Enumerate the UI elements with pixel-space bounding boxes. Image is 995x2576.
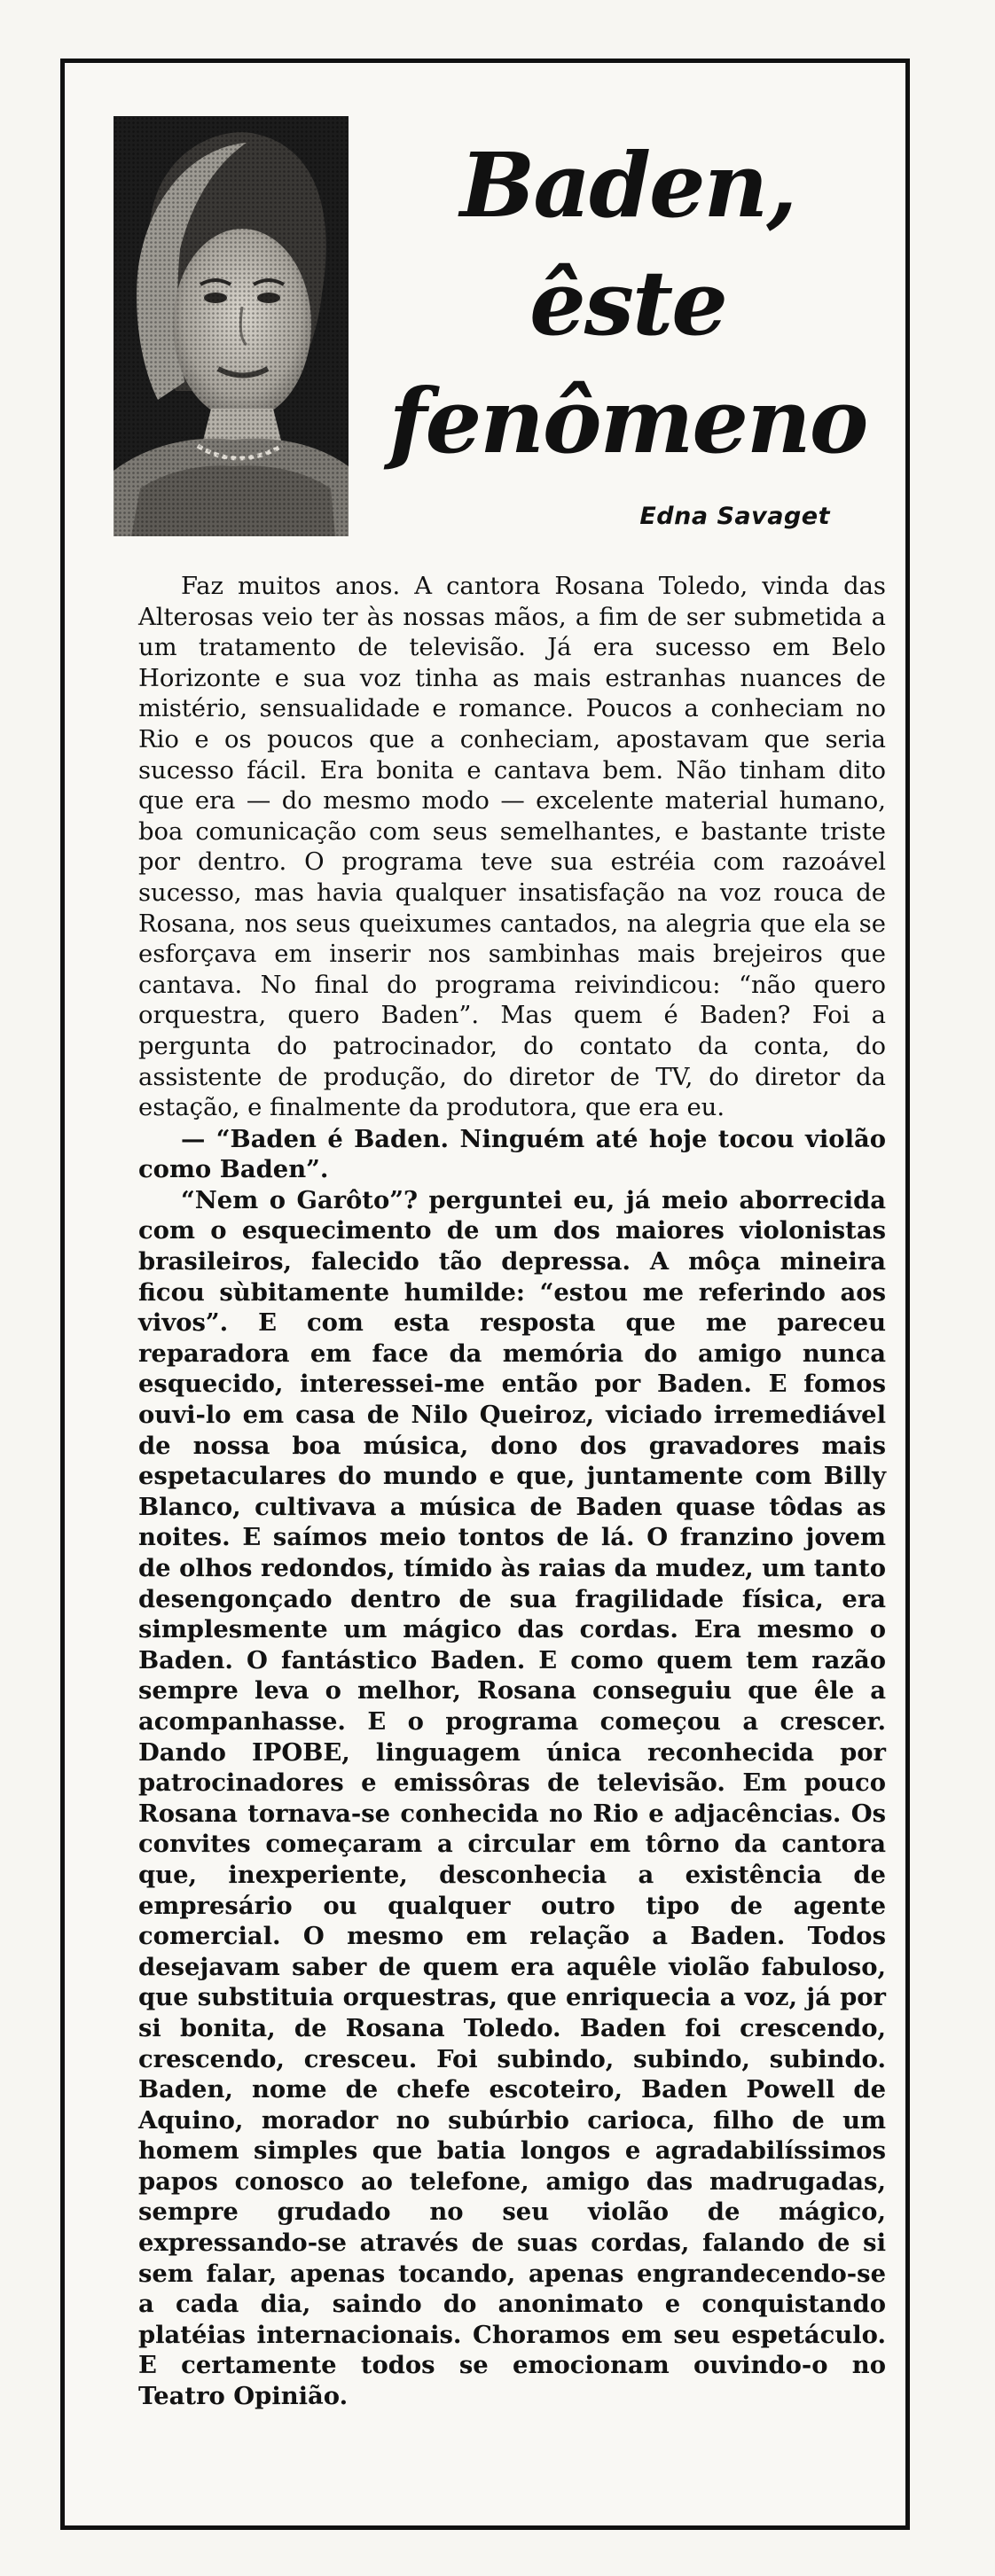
article-paragraph-3: “Nem o Garôto”? perguntei eu, já meio aborrecida com o esquecimento de um dos maiores violonistas brasileiros, falecido tão depressa. A môça mineira ficou sùbitamente humilde: “estou me referindo aos vivos”. E com esta resposta que me pareceu reparadora em face da memória do amigo nunca esquecido, interessei-me então por Baden. E fomos ouvi-lo em casa de Nilo Queiroz, viciado irremediável de nossa boa música, dono dos gravadores mais espetaculares do mundo e que, juntamente com Billy Blanco, cultivava a música de Baden quase tôdas as noites. E saímos meio tontos de lá. O franzino jovem de olhos redondos, tímido às raias da mudez, um tanto desengonçado dentro de sua fragilidade física, era simplesmente um mágico das cordas. Era mesmo o Baden. O fantástico Baden. E como quem tem razão sempre leva o melhor, Rosana conseguiu que êle a acompanhasse. E o programa começou a crescer. Dando IPOBE, linguagem única reconhecida por patrocinadores e emissôras de televisão. Em pouco Rosana tornava-se conhecida no Rio e adjacências. Os convites começaram a circular em tôrno da cantora que, inexperiente, desconhecia a existência de empresário ou qualquer outro tipo de agente comercial. O mesmo em relação a Baden. Todos desejavam saber de quem era aquêle violão fabuloso, que substituia orquestras, que enriquecia a voz, já por si bonita, de Rosana Toledo. Baden foi crescendo, crescendo, cresceu. Foi subindo, subindo, subindo. Baden, nome de chefe escoteiro, Baden Powell de Aquino, morador no subúrbio carioca, filho de um homem simples que batia longos e agradabilíssimos papos conosco ao telefone, amigo das madrugadas, sempre grudado no seu violão de mágico, expressando-se através de suas cordas, falando de si sem falar, apenas tocando, apenas engrandecendo-se a cada dia, saindo do anonimato e conquistando platéias internacionais. Choramos em seu espetáculo. E certamente todos se emocionam ouvindo-o no Teatro Opinião. [138, 1185, 886, 2411]
headline-line-1: Baden, [459, 133, 796, 238]
article-headline [366, 127, 889, 480]
portrait-photo-icon [114, 116, 349, 536]
newspaper-clipping [60, 59, 910, 2530]
headline-line-3: fenômeno [388, 369, 867, 473]
headline-line-2: êste [529, 251, 726, 355]
author-byline: Edna Savaget [639, 503, 830, 530]
article-paragraph-2: — “Baden é Baden. Ninguém até hoje tocou violão como Baden”. [138, 1124, 886, 1184]
article-body [138, 572, 886, 2412]
author-portrait-photo [114, 116, 349, 536]
article-paragraph-1: Faz muitos anos. A cantora Rosana Toledo, vinda das Alterosas veio ter às nossas mãos, a fim de ser submetida a um tratamento de televisão. Já era sucesso em Belo Horizonte e sua voz tinha as mais estranhas nuances de mistério, sensualidade e romance. Poucos a conheciam no Rio e os poucos que a conheciam, apostavam que seria sucesso fácil. Era bonita e cantava bem. Não tinham dito que era — do mesmo modo — excelente material humano, boa comunicação com seus semelhantes, e bastante triste por dentro. O programa teve sua estréia com razoável sucesso, mas havia qualquer insatisfação na voz rouca de Rosana, nos seus queixumes cantados, na alegria que ela se esforçava em inserir nos sambinhas mais brejeiros que cantava. No final do programa reivindicou: “não quero orquestra, quero Baden”. Mas quem é Baden? Foi a pergunta do patrocinador, do contato da conta, do assistente de produção, do diretor de TV, do diretor da estação, e finalmente da produtora, que era eu. [138, 573, 886, 1122]
